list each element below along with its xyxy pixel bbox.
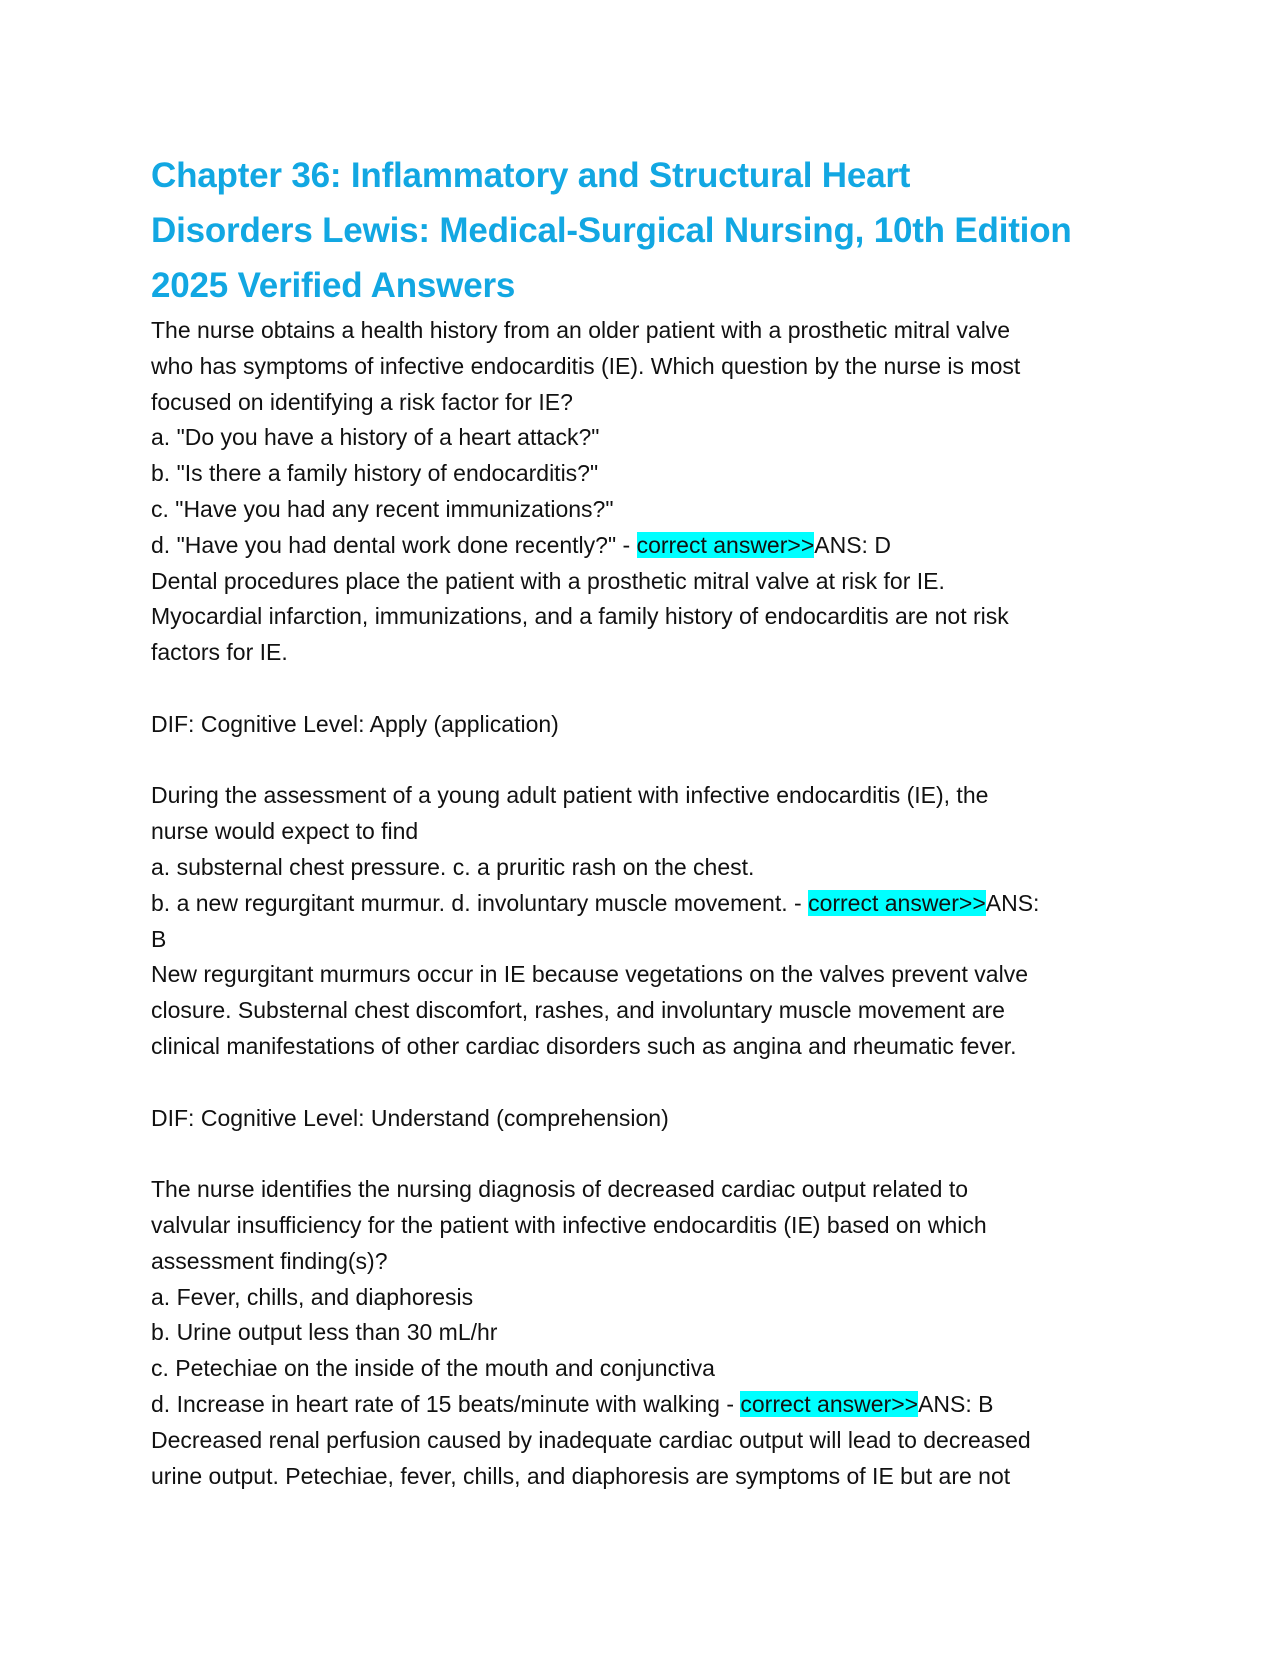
answer-option-with-key	[151, 1387, 1130, 1423]
rationale-line: closure. Substernal chest discomfort, rashes, and involuntary muscle movement are	[151, 997, 1005, 1024]
spacer	[151, 1136, 1130, 1172]
answer-key: ANS: D	[814, 531, 891, 558]
title-line: Chapter 36: Inflammatory and Structural Heart	[151, 156, 911, 195]
answer-key: ANS:	[985, 889, 1040, 916]
difficulty-line: DIF: Cognitive Level: Understand (comprehension)	[151, 1104, 669, 1131]
rationale-line: New regurgitant murmurs occur in IE because vegetations on the valves prevent valve	[151, 961, 1028, 988]
answer-key: ANS: B	[918, 1390, 994, 1417]
question-3	[151, 1172, 1130, 1494]
answer-option-with-key	[151, 886, 1130, 922]
spacer	[151, 743, 1130, 779]
option-text: d. "Have you had dental work done recently?" -	[151, 531, 637, 558]
question-1	[151, 313, 1130, 778]
question-stem-line: nurse would expect to find	[151, 818, 419, 845]
answer-option: a. "Do you have a history of a heart attack?"	[151, 424, 600, 451]
rationale-line: Decreased renal perfusion caused by inadequate cardiac output will lead to decreased	[151, 1426, 1031, 1453]
answer-key-wrap: B	[151, 925, 167, 952]
spacer	[151, 1065, 1130, 1101]
title-line: 2025 Verified Answers	[151, 266, 516, 305]
question-stem-line: The nurse identifies the nursing diagnosis of decreased cardiac output related to	[151, 1176, 969, 1203]
rationale-line: Dental procedures place the patient with a prosthetic mitral valve at risk for IE.	[151, 567, 945, 594]
document-title	[151, 148, 1130, 313]
rationale-line: clinical manifestations of other cardiac disorders such as angina and rheumatic fever.	[151, 1032, 1017, 1059]
title-line: Disorders Lewis: Medical-Surgical Nursing, 10th Edition	[151, 211, 1072, 250]
answer-option: a. Fever, chills, and diaphoresis	[151, 1283, 474, 1310]
rationale-line: urine output. Petechiae, fever, chills, and diaphoresis are symptoms of IE but are not	[151, 1462, 1011, 1489]
question-stem-line: focused on identifying a risk factor for IE?	[151, 388, 573, 415]
answer-option: c. Petechiae on the inside of the mouth and conjunctiva	[151, 1355, 715, 1382]
question-stem-line: During the assessment of a young adult patient with infective endocarditis (IE), the	[151, 782, 989, 809]
answer-option: b. Urine output less than 30 mL/hr	[151, 1319, 498, 1346]
answer-option: a. substernal chest pressure. c. a pruritic rash on the chest.	[151, 853, 755, 880]
spacer	[151, 671, 1130, 707]
answer-option: c. "Have you had any recent immunizations?"	[151, 495, 614, 522]
answer-option: b. "Is there a family history of endocarditis?"	[151, 460, 599, 487]
question-stem-line: assessment finding(s)?	[151, 1247, 388, 1274]
question-stem-line: The nurse obtains a health history from an older patient with a prosthetic mitral valve	[151, 317, 1011, 343]
rationale-line: factors for IE.	[151, 639, 288, 666]
rationale-line: Myocardial infarction, immunizations, and a family history of endocarditis are not risk	[151, 603, 1009, 630]
question-2	[151, 778, 1130, 1172]
correct-answer-highlight: correct answer>>	[636, 531, 815, 558]
difficulty-line: DIF: Cognitive Level: Apply (application)	[151, 710, 559, 737]
answer-option-with-key	[151, 528, 1130, 564]
option-text: d. Increase in heart rate of 15 beats/minute with walking -	[151, 1390, 741, 1417]
question-stem-line: who has symptoms of infective endocarditis (IE). Which question by the nurse is most	[151, 352, 1021, 379]
option-text: b. a new regurgitant murmur. d. involuntary muscle movement. -	[151, 889, 809, 916]
question-stem-line: valvular insufficiency for the patient with infective endocarditis (IE) based on which	[151, 1211, 987, 1238]
correct-answer-highlight: correct answer>>	[808, 889, 986, 916]
correct-answer-highlight: correct answer>>	[740, 1390, 919, 1417]
